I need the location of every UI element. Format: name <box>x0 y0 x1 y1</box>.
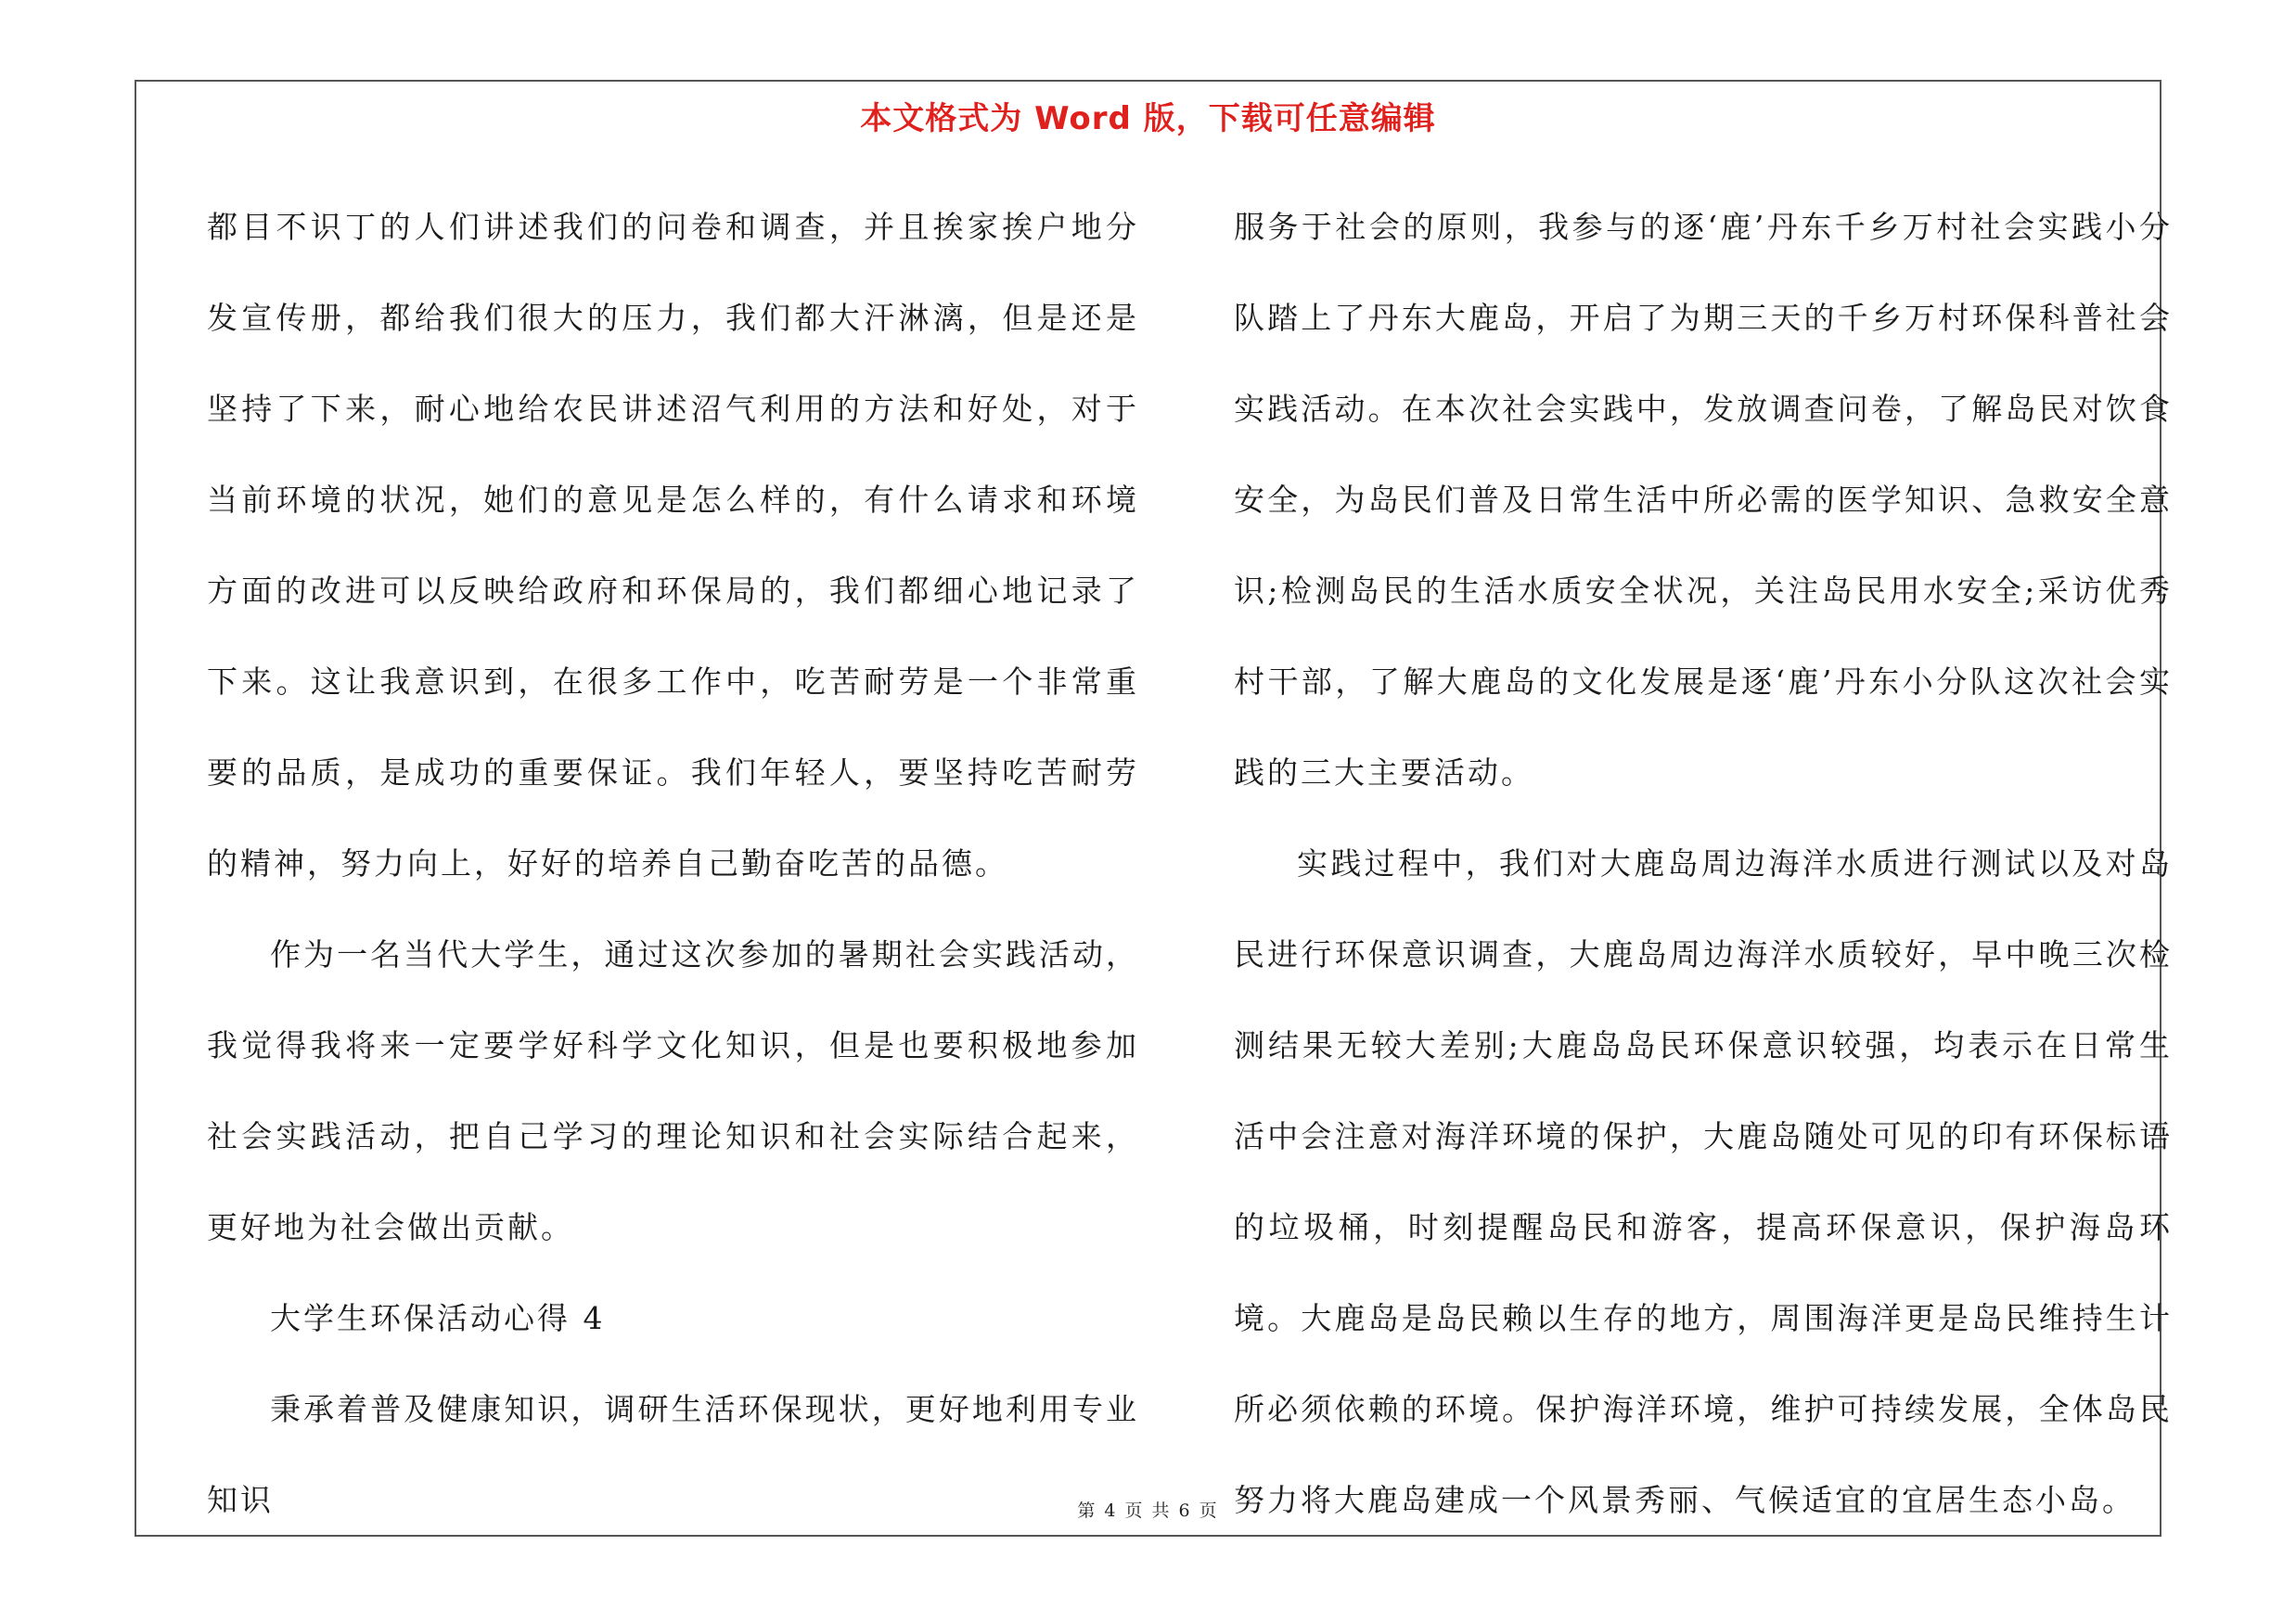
paragraph-right-2: 实践过程中，我们对大鹿岛周边海洋水质进行测试以及对岛民进行环保意识调查，大鹿岛周边海洋水质较好，早中晚三次检测结果无较大差别;大鹿岛岛民环保意识较强，均表示在日常生活中会注意对海洋环境的保护，大鹿岛随处可见的印有环保标语的垃圾桶，时刻提醒岛民和游客，提高环保意识，保护海岛环境。大鹿岛是岛民赖以生存的地方，周围海洋更是岛民维持生计所必须依赖的环境。保护海洋环境，维护可持续发展，全体岛民努力将大鹿岛建成一个风景秀丽、气候适宜的宜居生态小岛。 <box>1234 845 2173 1518</box>
page-number: 第 4 页 共 6 页 <box>1077 1501 1219 1521</box>
left-text-column <box>207 182 1139 1546</box>
paragraph-left-1: 都目不识丁的人们讲述我们的问卷和调查，并且挨家挨户地分发宣传册，都给我们很大的压力，我们都大汗淋漓，但是还是坚持了下来，耐心地给农民讲述沼气利用的方法和好处，对于当前环境的状况，她们的意见是怎么样的，有什么请求和环境方面的改进可以反映给政府和环保局的，我们都细心地记录了下来。这让我意识到，在很多工作中，吃苦耐劳是一个非常重要的品质，是成功的重要保证。我们年轻人，要坚持吃苦耐劳的精神，努力向上，好好的培养自己勤奋吃苦的品德。 <box>207 209 1139 882</box>
section-heading: 大学生环保活动心得 4 <box>270 1300 606 1336</box>
paragraph-right-1: 服务于社会的原则，我参与的逐‘鹿’丹东千乡万村社会实践小分队踏上了丹东大鹿岛，开启了为期三天的千乡万村环保科普社会实践活动。在本次社会实践中，发放调查问卷，了解岛民对饮食安全，为岛民们普及日常生活中所必需的医学知识、急救安全意识;检测岛民的生活水质安全状况，关注岛民用水安全;采访优秀村干部，了解大鹿岛的文化发展是逐‘鹿’丹东小分队这次社会实践的三大主要活动。 <box>1234 209 2173 791</box>
right-text-column <box>1234 182 2173 1546</box>
format-notice-banner: 本文格式为 Word 版，下载可任意编辑 <box>860 100 1436 137</box>
paragraph-left-3: 秉承着普及健康知识，调研生活环保现状，更好地利用专业知识 <box>207 1391 1139 1518</box>
document-page <box>135 80 2173 1537</box>
paragraph-left-2: 作为一名当代大学生，通过这次参加的暑期社会实践活动，我觉得我将来一定要学好科学文化知识，但是也要积极地参加社会实践活动，把自己学习的理论知识和社会实际结合起来，更好地为社会做出贡献。 <box>207 936 1139 1245</box>
